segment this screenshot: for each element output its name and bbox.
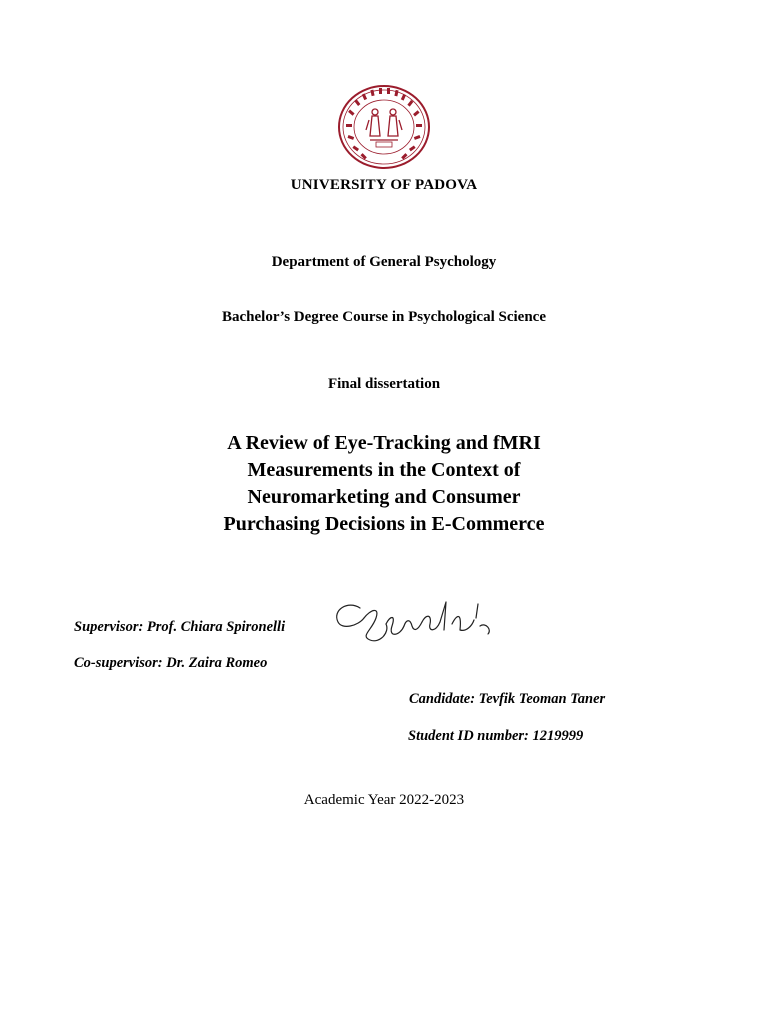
- co-supervisor-line: Co-supervisor: Dr. Zaira Romeo: [74, 655, 268, 671]
- university-name: UNIVERSITY OF PADOVA: [290, 177, 478, 193]
- department-name: Department of General Psychology: [271, 254, 497, 270]
- student-id-line: Student ID number: 1219999: [408, 728, 584, 744]
- supervisor-line: Supervisor: Prof. Chiara Spironelli: [74, 619, 286, 635]
- thesis-title-line: Purchasing Decisions in E-Commerce: [223, 513, 545, 535]
- thesis-title: [184, 430, 584, 538]
- thesis-title-line: A Review of Eye-Tracking and fMRI: [227, 432, 541, 454]
- university-seal-logo: [336, 84, 432, 170]
- document-type: Final dissertation: [327, 376, 441, 392]
- thesis-title-line: Measurements in the Context of: [247, 459, 521, 481]
- academic-year: Academic Year 2022-2023: [303, 792, 465, 808]
- degree-course: Bachelor’s Degree Course in Psychological Science: [222, 309, 546, 325]
- thesis-title-line: Neuromarketing and Consumer: [247, 486, 521, 508]
- handwritten-signature: [330, 596, 500, 648]
- candidate-line: Candidate: Tevfik Teoman Taner: [409, 691, 606, 707]
